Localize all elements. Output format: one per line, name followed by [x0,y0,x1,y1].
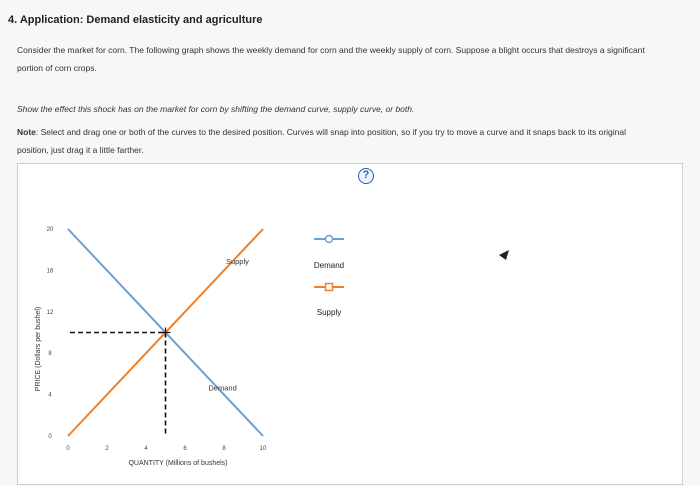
question-intro: Consider the market for corn. The following graph shows the weekly demand for corn and the weekly supply of corn. Suppose a blight occurs that destroys a significant portion of corn crops. [17,45,645,73]
question-note [17,123,647,159]
x-tick-label: 6 [183,446,187,452]
y-tick-label: 16 [46,268,54,275]
legend-demand-label: Demand [313,261,345,270]
legend-supply-label: Supply [316,308,342,317]
x-tick-label: 8 [222,446,226,452]
graph-panel [17,163,683,485]
question-instruction: Show the effect this shock has on the market for corn by shifting the demand curve, supply curve, or both. [17,104,415,114]
demand-supply-graph [18,164,682,484]
note-label: Note [17,127,36,137]
question-title: 4. Application: Demand elasticity and agriculture [8,14,263,26]
x-tick-label: 10 [259,446,267,452]
note-text: : Select and drag one or both of the curves to the desired position. Curves will snap into position, so if you try to move a curve and it snaps back to its original position, just drag it a little farther. [17,127,627,155]
cursor-arrow-icon [499,250,509,260]
x-tick-label: 4 [144,446,148,452]
x-tick-label: 2 [105,446,109,452]
help-button[interactable]: ? [358,168,374,184]
square-line-icon [326,284,333,291]
y-tick-label: 0 [48,434,52,440]
x-axis-title: QUANTITY (Millions of bushels) [128,460,228,467]
supply-curve-label: Supply [225,257,249,267]
y-tick-label: 20 [46,227,54,233]
y-tick-label: 12 [46,309,54,316]
legend-supply[interactable] [314,284,344,318]
y-tick-label: 8 [48,351,52,358]
demand-curve-label: Demand [208,383,237,393]
circle-line-icon [326,236,333,243]
y-tick-label: 4 [48,392,52,399]
x-tick-label: 0 [66,446,70,452]
legend-demand[interactable] [314,236,344,271]
y-axis-title: PRICE (Dollars per bushel) [35,306,42,392]
